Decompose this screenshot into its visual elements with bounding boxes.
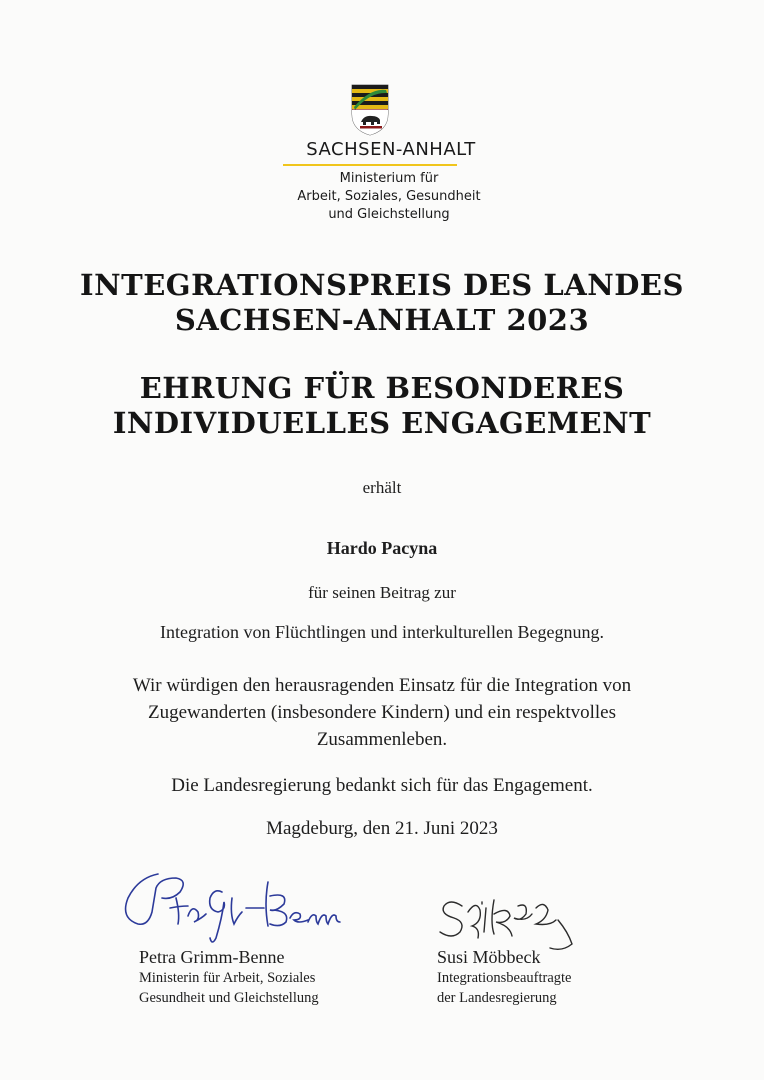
- praise-line: Zusammenleben.: [316, 729, 448, 750]
- award-subtitle: [0, 371, 764, 441]
- award-subtitle-line: EHRUNG FÜR BESONDERES: [139, 371, 625, 405]
- saxony-anhalt-coat-of-arms-icon: [350, 84, 390, 136]
- praise-line: Zugewanderten (insbesondere Kindern) und ein respektvolles: [148, 702, 616, 723]
- ministry-line: und Gleichstellung: [328, 207, 450, 222]
- state-name: SACHSEN-ANHALT: [306, 139, 476, 160]
- signatory-name: Petra Grimm-Benne: [139, 947, 285, 967]
- signatory-name: Susi Möbbeck: [437, 947, 541, 967]
- praise-paragraph: [0, 672, 764, 753]
- contribution-text: für seinen Beitrag zur: [308, 583, 456, 602]
- signature-grimm-benne-icon: [118, 868, 348, 948]
- praise-line: Wir würdigen den herausragenden Einsatz für die Integration von: [132, 675, 632, 696]
- receives-text: erhält: [362, 478, 402, 497]
- signatory-grimm-benne: [139, 946, 319, 1008]
- state-name-underline: [283, 164, 457, 166]
- signatory-role-line: Integrationsbeauftragte: [437, 970, 572, 986]
- signatory-role-line: Gesundheit und Gleichstellung: [139, 990, 319, 1006]
- thanks-text: Die Landesregierung bedankt sich für das Engagement.: [171, 775, 593, 796]
- award-title: [0, 268, 764, 338]
- signatory-moebbeck: [437, 946, 571, 1008]
- ministry-line: Ministerium für: [339, 171, 439, 186]
- topic-text: Integration von Flüchtlingen und interkulturellen Begegnung.: [160, 622, 604, 642]
- recipient-name: Hardo Pacyna: [326, 538, 438, 558]
- ministry-name: [0, 170, 764, 224]
- award-title-line: SACHSEN-ANHALT 2023: [174, 303, 590, 337]
- signatory-role-line: Ministerin für Arbeit, Soziales: [139, 970, 316, 986]
- ministry-line: Arbeit, Soziales, Gesundheit: [297, 189, 481, 204]
- signatory-role-line: der Landesregierung: [437, 990, 557, 1006]
- award-subtitle-line: INDIVIDUELLES ENGAGEMENT: [112, 406, 652, 440]
- award-title-line: INTEGRATIONSPREIS DES LANDES: [80, 268, 684, 302]
- place-date: Magdeburg, den 21. Juni 2023: [266, 818, 498, 839]
